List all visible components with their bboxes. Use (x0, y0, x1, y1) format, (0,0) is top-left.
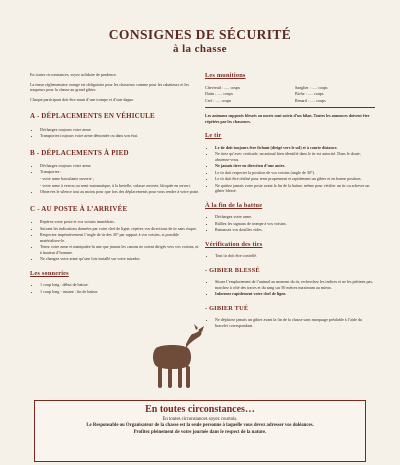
munition-item: Renard : ..... coups (295, 97, 326, 103)
verification-list (205, 253, 375, 259)
gibier-tue-list (205, 317, 375, 328)
section-c-item: • Repérez votre poste et vos voisins immédiats. (40, 219, 200, 225)
tir-item: • Ne jamais tirer en direction d’une autre. (215, 163, 375, 169)
munitions-note: Les animaux supposés blessés ou morts sont suivis d’un bilan. Toutes les annonces doivent être répétées par les chasseurs. (205, 113, 370, 124)
verification-item: • Tout tir doit être contrôlé. (215, 253, 375, 259)
munition-item: Sanglier : ..... coups (295, 84, 328, 90)
sonneries-title: Les sonneries (30, 269, 69, 277)
deer-illustration-icon (142, 322, 206, 394)
fin-list (205, 214, 375, 233)
bottom-line-2: Le Responsable ou Organisateur de la chasse est la seule personne à laquelle vous devez adresser vos doléances. (86, 423, 314, 429)
page-title (0, 28, 400, 56)
fin-title: À la fin de la battue (205, 201, 263, 209)
gibier-blesse-title: - GIBIER BLESSÉ (205, 266, 260, 274)
bottom-text (49, 417, 351, 436)
title-line2: à la chasse (173, 43, 227, 56)
bottom-line-3: Profitez pleinement de votre journée dans le respect de la nature. (133, 429, 267, 435)
tir-item: • Le tir doit être réalisé pour tenir proprement et rapidement un gibier et en bonne position. (215, 176, 375, 182)
section-a-list (30, 127, 200, 139)
bottom-line-1: En toutes circonstances soyez courtois. (162, 417, 238, 422)
gibier-tue-title: - GIBIER TUÉ (205, 304, 249, 312)
tir-item: • Le tir doit respecter la position de vos voisins (angle de 30°). (215, 170, 375, 176)
section-b-item: • Déchargez toujours votre arme. (40, 163, 200, 169)
fin-item: • Ralliez les signaux de trompe à vos voisins. (215, 221, 375, 227)
section-a-item: • Déchargez toujours votre arme. (40, 127, 200, 133)
section-b-list (30, 163, 200, 195)
section-b-title: B - DÉPLACEMENTS À PIED (30, 148, 129, 157)
sonneries-list (30, 282, 200, 294)
tir-item: • Le tir doit toujours être fichant (dirigé vers le sol) et à courte distance. (215, 145, 375, 151)
gibier-tue-item: • Ne déplacez jamais un gibier avant la fin de la chasse sans marquage préalable à l’aide du bracelet correspondant. (215, 317, 375, 328)
tir-item: • Ne quittez jamais votre poste avant la fin de la battue, même pour vérifier un tir ou achever un gibier blessé. (215, 183, 375, 194)
munition-item: Chevreuil : ..... coups (205, 84, 241, 90)
intro-2: La tenue réglementaire orange est obligatoire pour les chasseurs comme pour les rabatteurs et les traqueurs pour la chasse au grand gibier. (30, 81, 189, 93)
gibier-blesse-list (205, 279, 375, 297)
section-b-item: • Transportez : (40, 169, 200, 175)
intro-3: Chaque participant doit être muni d’une trompe et d’une dague. (30, 96, 135, 102)
sonnerie-item: • 1 coup long - instant : fin de battue. (40, 289, 200, 295)
tir-list (205, 145, 375, 194)
sonnerie-item: • 1 coup long : début de battue. (40, 282, 200, 288)
bottom-box (34, 400, 366, 462)
bottom-heading: En toutes circonstances… (145, 404, 255, 415)
fin-item: • Ramassez vos douilles vides. (215, 227, 375, 233)
fin-item: • Déchargez votre arme. (215, 214, 375, 220)
section-c-item: • Suivant les indications données par votre chef de ligne, repérez vos directions de tir sans risque. (40, 226, 200, 232)
section-c-item: • Tenez votre arme et manipulez-la une que jamais les canons ne soient dirigés vers vos voisins, ni à hauteur d’homme. (40, 244, 200, 255)
munition-item: Daim : ..... coups (205, 91, 233, 97)
tir-title: Le tir (205, 132, 222, 140)
deer-shape (153, 324, 204, 388)
section-a-title: A - DÉPLACEMENTS EN VÉHICULE (30, 112, 155, 121)
section-c-item: • Ne changez votre arme qu’une fois installé sur votre mirador. (40, 256, 200, 262)
intro-1: En toutes circonstances, soyez solidaire de prudence. (30, 72, 117, 77)
tir-item: • Ne tirez qu’avec certitude, un animal bien identifié dans le tir est autorisé. Dans le doute, abstenez-vous. (215, 151, 375, 162)
divider (205, 107, 375, 108)
munition-item: Biche : ..... coups (295, 91, 324, 97)
munition-item: Cerf : ..... coups (205, 97, 232, 103)
section-c-list (30, 219, 200, 262)
section-c-title: C - AU POSTE À L’ARRIVÉE (30, 204, 128, 213)
gibier-blesse-item: • Informez rapidement votre chef de ligne. (215, 291, 375, 297)
left-column (30, 72, 200, 295)
munitions-grid (205, 85, 375, 104)
section-c-item: • Respectez impérativement l’angle de tir des 30° par rapport à vos voisins, si possible matérialisez-le. (40, 232, 200, 243)
gibier-blesse-item: • Situez l’emplacement de l’animal au moment du tir, recherchez les indices et ne les piétinez pas, marchez à côté des traces et du sang sur 50 mètres maximum au mieux. (215, 279, 375, 290)
verification-title: Vérification des tirs (205, 240, 263, 248)
section-b-subitem: - votre arme à verrou ou semi-automatique, à la bretelle, culasse ouverte, bloquée en ouvert. (40, 182, 191, 188)
section-a-item: • Transportez toujours votre arme démontée ou dans son étui. (40, 133, 200, 139)
title-line1: CONSIGNES DE SÉCURITÉ (108, 27, 292, 42)
munitions-title: Les munitions (205, 72, 246, 79)
section-b-item: • Observez le silence tout au moins pour que lors des déplacements pour vous rendre à votre poste. (40, 189, 200, 195)
section-b-subitem: - votre arme basculante ouverte ; (40, 176, 94, 181)
right-column (205, 72, 375, 329)
